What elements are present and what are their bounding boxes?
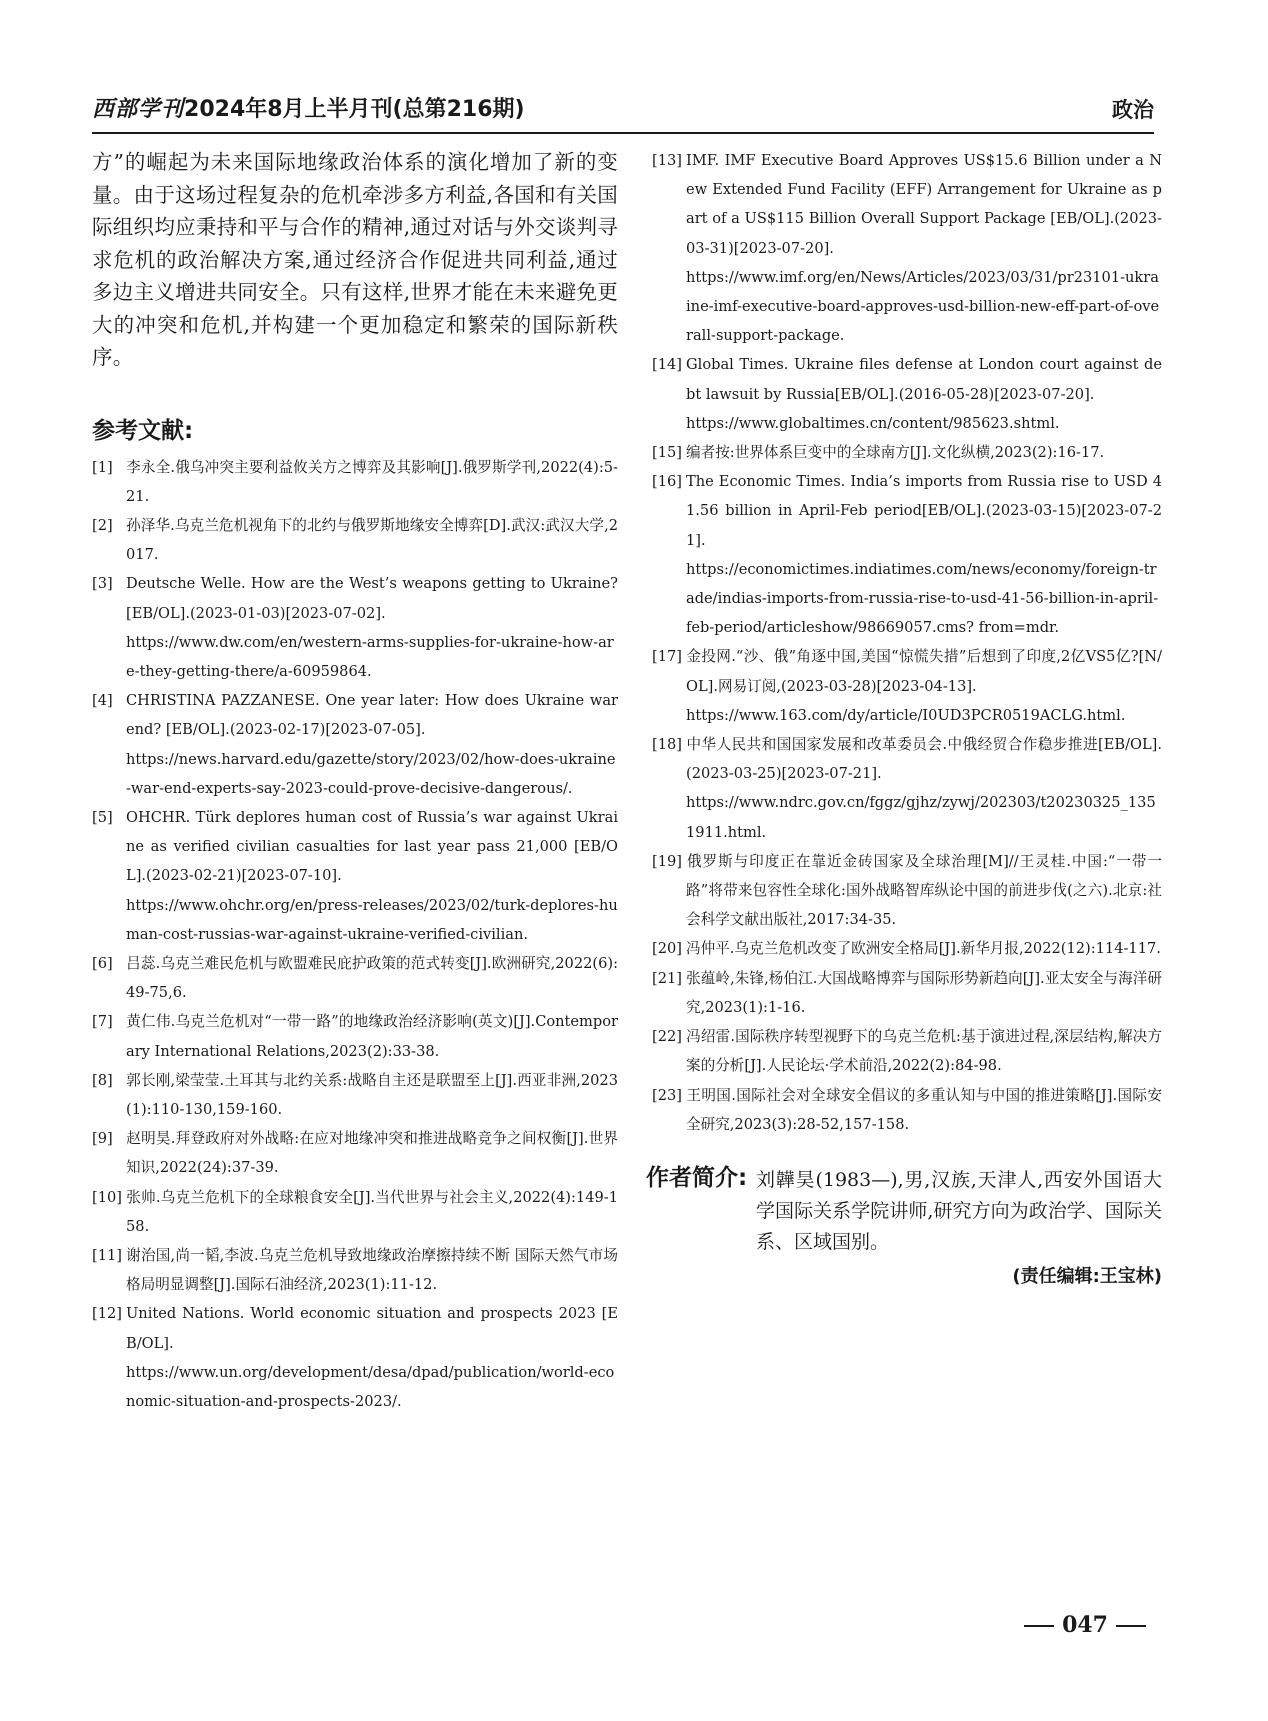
reference-url: https://www.ohchr.org/en/press-releases/2023/02/turk-deplores-human-cost-russias-war-against-ukraine-verified-civilian. [126,896,618,943]
reference-item [652,146,1162,350]
reference-url: https://www.dw.com/en/western-arms-supplies-for-ukraine-how-are-they-getting-there/a-60959864. [126,633,614,680]
reference-url: https://www.163.com/dy/article/I0UD3PCR0519ACLG.html. [686,706,1126,724]
reference-item [652,730,1162,847]
page-number-value: 047 [1062,1612,1108,1638]
reference-text: 王明国.国际社会对全球安全倡议的多重认知与中国的推进策略[J].国际安全研究,2023(3):28-52,157-158. [686,1086,1162,1133]
reference-text: 黄仁伟.乌克兰危机对“一带一路”的地缘政治经济影响(英文)[J].Contemporary International Relations,2023(2):33-38. [126,1013,618,1060]
reference-item [92,1066,618,1124]
reference-text: 编者按:世界体系巨变中的全球南方[J].文化纵横,2023(2):16-17. [686,444,1105,462]
reference-item [92,1183,618,1241]
reference-item [652,467,1162,642]
reference-number: [6] [92,954,113,972]
reference-number: [1] [92,458,113,476]
reference-url: https://www.globaltimes.cn/content/985623.shtml. [686,414,1060,432]
reference-item [92,1124,618,1182]
reference-item [652,350,1162,438]
reference-number: [11] [92,1246,122,1264]
reference-text: OHCHR. Türk deplores human cost of Russia’s war against Ukraine as verified civilian casualties for last year pass 21,000 [EB/OL].(2023-02-21)[2023-07-10]. [126,808,618,885]
right-column [646,146,1162,1288]
reference-number: [15] [652,444,682,462]
reference-number: [20] [652,940,682,958]
reference-number: [16] [652,473,682,491]
reference-text: 张帅.乌克兰危机下的全球粮食安全[J].当代世界与社会主义,2022(4):149-158. [126,1188,618,1235]
reference-text: IMF. IMF Executive Board Approves US$15.6 Billion under a New Extended Fund Facility (EFF) Arrangement for Ukraine as part of a US$115 Billion Overall Support Package [EB/OL].(2023-03-31)[2023-07-20]. [686,152,1162,257]
reference-item [652,1022,1162,1080]
reference-number: [8] [92,1071,113,1089]
reference-number: [14] [652,356,682,374]
dash-left [1024,1625,1054,1627]
issue-label: 2024年8月上半月刊(总第216期) [184,97,525,122]
reference-number: [13] [652,152,682,169]
reference-item [652,1081,1162,1139]
reference-number: [19] [652,852,682,870]
reference-item [92,511,618,569]
responsible-editor: (责任编辑:王宝林) [1012,1265,1162,1287]
reference-item [92,1241,618,1299]
reference-text: 郭长刚,梁莹莹.土耳其与北约关系:战略自主还是联盟至上[J].西亚非洲,2023(1):110-130,159-160. [126,1071,618,1118]
reference-number: [23] [652,1086,682,1104]
reference-number: [18] [652,736,682,754]
reference-number: [22] [652,1028,682,1046]
reference-item [92,453,618,511]
reference-item [652,934,1162,963]
reference-item [652,438,1162,467]
reference-text: 孙泽华.乌克兰危机视角下的北约与俄罗斯地缘安全博弈[D].武汉:武汉大学,2017. [126,516,618,564]
reference-item [92,803,618,949]
reference-item [92,949,618,1007]
reference-text: CHRISTINA PAZZANESE. One year later: How does Ukraine war end? [EB/OL].(2023-02-17)[2023-07-05]. [126,692,618,739]
reference-number: [4] [92,692,113,710]
references-list-left [92,453,618,1417]
reference-text: United Nations. World economic situation and prospects 2023 [EB/OL]. [126,1305,618,1352]
reference-item [92,1007,618,1065]
reference-number: [17] [652,648,682,666]
reference-number: [10] [92,1188,122,1206]
reference-number: [7] [92,1013,113,1031]
reference-url: https://economictimes.indiatimes.com/news/economy/foreign-trade/indias-imports-from-russia-rise-to-usd-41-56-billion-in-april-feb-period/articleshow/98669057.cms? from=mdr. [686,560,1159,637]
author-bio [646,1164,1162,1258]
reference-number: [21] [652,969,682,987]
references-heading: 参考文献: [92,417,194,444]
reference-text: Deutsche Welle. How are the West’s weapons getting to Ukraine? [EB/OL].(2023-01-03)[2023-07-02]. [126,575,618,622]
reference-number: [12] [92,1305,122,1323]
reference-text: 赵明昊.拜登政府对外战略:在应对地缘冲突和推进战略竞争之间权衡[J].世界知识,2022(24):37-39. [126,1130,618,1177]
reference-text: 冯仲平.乌克兰危机改变了欧洲安全格局[J].新华月报,2022(12):114-117. [686,940,1161,958]
reference-text: 冯绍雷.国际秩序转型视野下的乌克兰危机:基于演进过程,深层结构,解决方案的分析[J].人民论坛·学术前沿,2022(2):84-98. [686,1028,1162,1075]
reference-number: [3] [92,575,113,593]
section-label: 政治 [1112,98,1154,122]
reference-url: https://www.imf.org/en/News/Articles/2023/03/31/pr23101-ukraine-imf-executive-board-approves-usd-billion-new-eff-part-of-overall-support-package. [686,268,1160,345]
reference-text: Global Times. Ukraine files defense at London court against debt lawsuit by Russia[EB/OL].(2016-05-28)[2023-07-20]. [686,356,1162,403]
references-list-right [652,146,1162,1139]
reference-text: 吕蕊.乌克兰难民危机与欧盟难民庇护政策的范式转变[J].欧洲研究,2022(6):49-75,6. [126,954,618,1002]
reference-number: [9] [92,1130,113,1148]
reference-url: https://news.harvard.edu/gazette/story/2023/02/how-does-ukraine-war-end-experts-say-2023-could-prove-decisive-dangerous/. [126,750,616,797]
reference-text: 中华人民共和国国家发展和改革委员会.中俄经贸合作稳步推进[EB/OL].(2023-03-25)[2023-07-21]. [686,736,1162,783]
reference-text: 张蕴岭,朱锋,杨伯江.大国战略博弈与国际形势新趋向[J].亚太安全与海洋研究,2023(1):1-16. [686,969,1162,1016]
journal-logo: 西部学刊 [92,96,185,122]
reference-number: [2] [92,516,113,534]
journal-issue [92,92,525,123]
reference-item [92,686,618,803]
dash-right [1116,1625,1146,1627]
author-bio-label: 作者简介: [646,1164,748,1191]
reference-text: 金投网.“沙、俄”角逐中国,美国“惊慌失措”后想到了印度,2亿VS5亿?[N/OL].网易订阅,(2023-03-28)[2023-04-13]. [686,648,1162,695]
reference-text: 李永全.俄乌冲突主要利益攸关方之博弈及其影响[J].俄罗斯学刊,2022(4):5-21. [126,458,618,505]
reference-item [92,1299,618,1416]
body-paragraph: 方”的崛起为未来国际地缘政治体系的演化增加了新的变量。由于这场过程复杂的危机牵涉多方利益,各国和有关国际组织均应秉持和平与合作的精神,通过对话与外交谈判寻求危机的政治解决方案,通过经济合作促进共同利益,通过多边主义增进共同安全。只有这样,世界才能在未来避免更大的冲突和危机,并构建一个更加稳定和繁荣的国际新秩序。 [92,150,618,369]
reference-url: https://www.ndrc.gov.cn/fggz/gjhz/zywj/202303/t20230325_1351911.html. [686,794,1156,841]
reference-item [652,964,1162,1022]
left-column [92,146,618,1416]
reference-text: The Economic Times. India’s imports from Russia rise to USD 41.56 billion in April-Feb period[EB/OL].(2023-03-15)[2023-07-21]. [686,473,1162,549]
reference-item [92,569,618,686]
reference-text: 谢治国,尚一韬,李波.乌克兰危机导致地缘政治摩擦持续不断 国际天然气市场格局明显调整[J].国际石油经济,2023(1):11-12. [126,1246,618,1294]
reference-url: https://www.un.org/development/desa/dpad/publication/world-economic-situation-and-prospects-2023/. [126,1363,615,1410]
reference-item [652,847,1162,935]
reference-item [652,642,1162,730]
reference-text: 俄罗斯与印度正在靠近金砖国家及全球治理[M]//王灵桂.中国:“一带一路”将带来包容性全球化:国外战略智库纵论中国的前进步伐(之六).北京:社会科学文献出版社,2017:34-35. [686,852,1162,929]
page-header [92,88,1154,134]
author-bio-text: 刘韡昊(1983—),男,汉族,天津人,西安外国语大学国际关系学院讲师,研究方向为政治学、国际关系、区域国别。 [756,1168,1162,1253]
reference-number: [5] [92,808,113,826]
page-number [1016,1612,1154,1638]
